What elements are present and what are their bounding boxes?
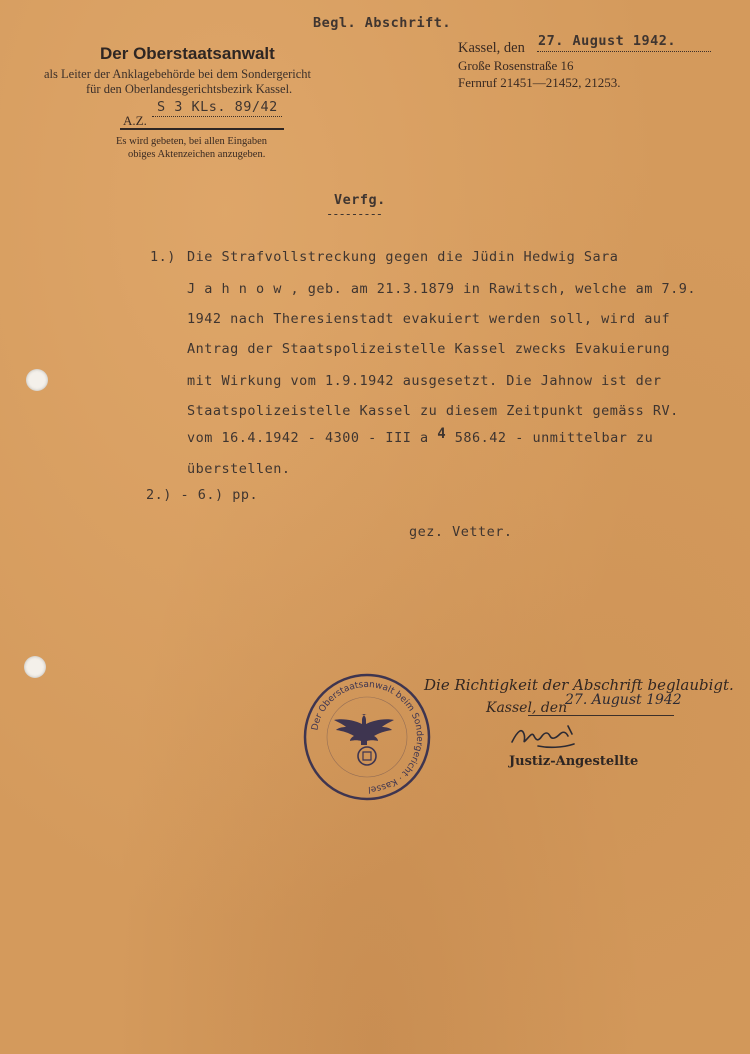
- certification-statement: Die Richtigkeit der Abschrift beglaubigt.: [424, 676, 734, 694]
- body-line-7-end: 586.42 - unmittelbar zu: [454, 430, 654, 446]
- certified-copy-title: Begl. Abschrift.: [313, 15, 452, 31]
- file-reference-underline: [120, 128, 284, 130]
- office-phone: Fernruf 21451—21452, 21253.: [458, 75, 621, 90]
- body-line-3: 1942 nach Theresienstadt evakuiert werden soll, wird auf: [187, 311, 671, 327]
- reference-note-line-2: obiges Aktenzeichen anzugeben.: [128, 149, 266, 160]
- certification-date: 27. August 1942: [565, 692, 682, 708]
- date-dotted-line: [537, 51, 711, 52]
- body-line-5: mit Wirkung vom 1.9.1942 ausgesetzt. Die Jahnow ist der: [187, 373, 662, 389]
- official-seal: [302, 672, 432, 802]
- body-line-2: J a h n o w , geb. am 21.3.1879 in Rawitsch, welche am 7.9.: [187, 281, 697, 297]
- body-line-4: Antrag der Staatspolizeistelle Kassel zwecks Evakuierung: [187, 341, 671, 357]
- punch-hole-lower: [24, 656, 46, 678]
- decree-heading-underline: ---------: [326, 207, 383, 221]
- letterhead-subtitle-1: als Leiter der Anklagebehörde bei dem Sondergericht: [44, 67, 312, 81]
- eagle-emblem: [334, 714, 394, 765]
- body-line-7: [187, 426, 654, 446]
- certification-date-line: [528, 715, 674, 716]
- body-line-1: Die Strafvollstreckung gegen die Jüdin Hedwig Sara: [187, 249, 619, 265]
- office-address: Große Rosenstraße 16: [458, 58, 574, 73]
- body-line-7-fraction: 4: [437, 426, 447, 442]
- body-line-6: Staatspolizeistelle Kassel zu diesem Zeitpunkt gemäss RV.: [187, 403, 679, 419]
- items-2-to-6: 2.) - 6.) pp.: [146, 487, 259, 503]
- file-reference-label: A.Z.: [123, 113, 147, 128]
- file-reference-value: S 3 KLs. 89/42: [157, 99, 278, 115]
- letterhead-title: Der Oberstaatsanwalt: [100, 44, 275, 63]
- place-label: Kassel, den: [458, 40, 525, 56]
- certification-place: Kassel, den: [486, 700, 568, 716]
- item-1-number: 1.): [150, 249, 176, 265]
- clerk-title: Justiz-Angestellte: [509, 754, 639, 769]
- document-date: 27. August 1942.: [538, 33, 677, 49]
- reference-note-line-1: Es wird gebeten, bei allen Eingaben: [116, 136, 268, 147]
- letterhead-subtitle-2: für den Oberlandesgerichtsbezirk Kassel.: [86, 82, 293, 96]
- file-reference-dotted-line: [152, 116, 282, 117]
- decree-heading: Verfg.: [334, 192, 386, 208]
- handwritten-signature: [508, 722, 592, 752]
- punch-hole-upper: [26, 369, 48, 391]
- body-line-8: überstellen.: [187, 461, 291, 477]
- signed-by: gez. Vetter.: [409, 524, 513, 540]
- seal-text: Der Oberstaatsanwalt beim Sondergericht · Kassel: [310, 679, 425, 794]
- body-line-7-start: vom 16.4.1942 - 4300 - III a: [187, 430, 429, 446]
